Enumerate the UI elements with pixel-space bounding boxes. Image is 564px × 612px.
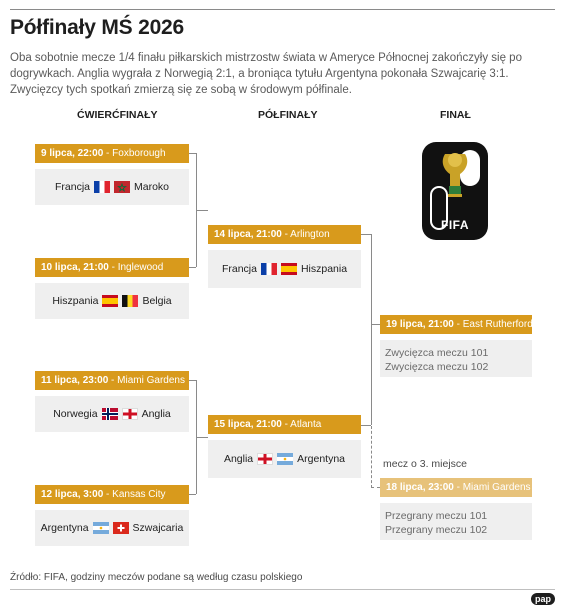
- match-date: 15 lipca, 21:00: [214, 419, 282, 430]
- final-participant: Zwycięzca meczu 102: [385, 361, 489, 373]
- bracket-line: [189, 267, 196, 268]
- match-date: 18 lipca, 23:00: [386, 482, 454, 493]
- world-cup-2026-logo: [420, 140, 490, 242]
- bracket-line: [371, 234, 372, 425]
- spain-flag-icon: [102, 295, 118, 307]
- match-venue: Kansas City: [112, 489, 166, 500]
- match-venue: Foxborough: [112, 148, 166, 159]
- match-quarterfinal-4: [35, 485, 189, 546]
- team-away: Maroko: [134, 181, 170, 193]
- match-header: 11 lipca, 23:00 - Miami Gardens: [35, 371, 189, 390]
- match-venue: Arlington: [290, 229, 330, 240]
- bracket-dashed-line: [371, 426, 372, 488]
- match-date: 14 lipca, 21:00: [214, 229, 282, 240]
- logo-text: FIFA: [441, 218, 469, 232]
- match-teams: [380, 340, 532, 377]
- team-away: Belgia: [142, 295, 172, 307]
- match-header: 19 lipca, 21:00 - East Rutherford: [380, 315, 532, 334]
- match-date: 9 lipca, 22:00: [41, 148, 104, 159]
- morocco-flag-icon: [114, 181, 130, 193]
- match-header: 9 lipca, 22:00 - Foxborough: [35, 144, 189, 163]
- argentina-flag-icon: [277, 453, 293, 465]
- match-semifinal-1: [208, 225, 361, 288]
- team-home: Argentyna: [40, 522, 89, 534]
- match-teams: [35, 283, 189, 319]
- final-participant: Zwycięzca meczu 101: [385, 347, 489, 359]
- bracket-line: [361, 234, 371, 235]
- column-heading-quarterfinals: ĆWIERĆFINAŁY: [77, 109, 158, 121]
- france-flag-icon: [94, 181, 110, 193]
- agency-logo: pap: [531, 593, 555, 605]
- match-teams: [208, 440, 361, 478]
- england-flag-icon: [257, 453, 273, 465]
- match-header: 12 lipca, 3:00 - Kansas City: [35, 485, 189, 504]
- match-teams: [208, 250, 361, 288]
- match-final: [380, 315, 532, 377]
- team-home: Norwegia: [53, 408, 98, 420]
- bracket-dashed-line: [371, 487, 380, 488]
- match-date: 12 lipca, 3:00: [41, 489, 104, 500]
- team-home: Hiszpania: [52, 295, 99, 307]
- match-date: 10 lipca, 21:00: [41, 262, 109, 273]
- bracket-line: [361, 425, 371, 426]
- match-header: 18 lipca, 23:00 - Miami Gardens: [380, 478, 532, 497]
- match-date: 11 lipca, 23:00: [41, 375, 109, 386]
- spain-flag-icon: [281, 263, 297, 275]
- team-away: Anglia: [141, 408, 171, 420]
- team-home: Francja: [54, 181, 90, 193]
- match-quarterfinal-3: [35, 371, 189, 432]
- bracket-line: [189, 380, 196, 381]
- norway-flag-icon: [102, 408, 118, 420]
- match-venue: Miami Gardens: [462, 482, 531, 493]
- third-place-participant: Przegrany meczu 102: [385, 524, 488, 536]
- switzerland-flag-icon: [113, 522, 129, 534]
- third-place-label: mecz o 3. miejsce: [383, 458, 468, 470]
- team-away: Hiszpania: [300, 263, 348, 275]
- match-teams: [35, 169, 189, 205]
- match-quarterfinal-2: [35, 258, 189, 319]
- match-quarterfinal-1: [35, 144, 189, 205]
- match-date: 19 lipca, 21:00: [386, 319, 454, 330]
- belgium-flag-icon: [122, 295, 138, 307]
- match-header: 14 lipca, 21:00 - Arlington: [208, 225, 361, 244]
- third-place-participant: Przegrany meczu 101: [385, 510, 488, 522]
- match-venue: East Rutherford: [462, 319, 533, 330]
- team-away: Szwajcaria: [132, 522, 184, 534]
- match-venue: Miami Gardens: [117, 375, 185, 386]
- match-teams: [35, 396, 189, 432]
- team-away: Argentyna: [297, 453, 346, 465]
- intro-text: Oba sobotnie mecze 1/4 finału piłkarskich mistrzostw świata w Ameryce Północnej zakończyły się po dogrywkach. Anglia wygrała z Norwegią 2:1, a broniąca tytułu Argentyna pokonała Szwajcarię 3:1. Zwycięzcy tych spotkań zmierzą się ze sobą w środowym półfinale.: [10, 52, 522, 96]
- match-venue: Inglewood: [117, 262, 164, 273]
- page-title: Półfinały MŚ 2026: [10, 16, 185, 39]
- france-flag-icon: [261, 263, 277, 275]
- match-teams: [35, 510, 189, 546]
- source-note: Źródło: FIFA, godziny meczów podane są według czasu polskiego: [10, 572, 303, 583]
- column-heading-semifinals: PÓŁFINAŁY: [258, 109, 318, 121]
- argentina-flag-icon: [93, 522, 109, 534]
- match-header: 15 lipca, 21:00 - Atlanta: [208, 415, 361, 434]
- match-venue: Atlanta: [290, 419, 322, 430]
- team-home: Anglia: [223, 453, 254, 465]
- match-header: 10 lipca, 21:00 - Inglewood: [35, 258, 189, 277]
- bracket-line: [197, 437, 208, 438]
- column-heading-final: FINAŁ: [440, 109, 471, 121]
- match-semifinal-2: [208, 415, 361, 478]
- team-home: Francja: [221, 263, 257, 275]
- bracket-line: [189, 153, 196, 154]
- bracket-line: [189, 494, 196, 495]
- bottom-rule: [10, 589, 555, 590]
- england-flag-icon: [122, 408, 138, 420]
- top-rule: [10, 9, 555, 10]
- match-teams: [380, 503, 532, 540]
- bracket-line: [197, 210, 208, 211]
- match-third-place: [380, 478, 532, 540]
